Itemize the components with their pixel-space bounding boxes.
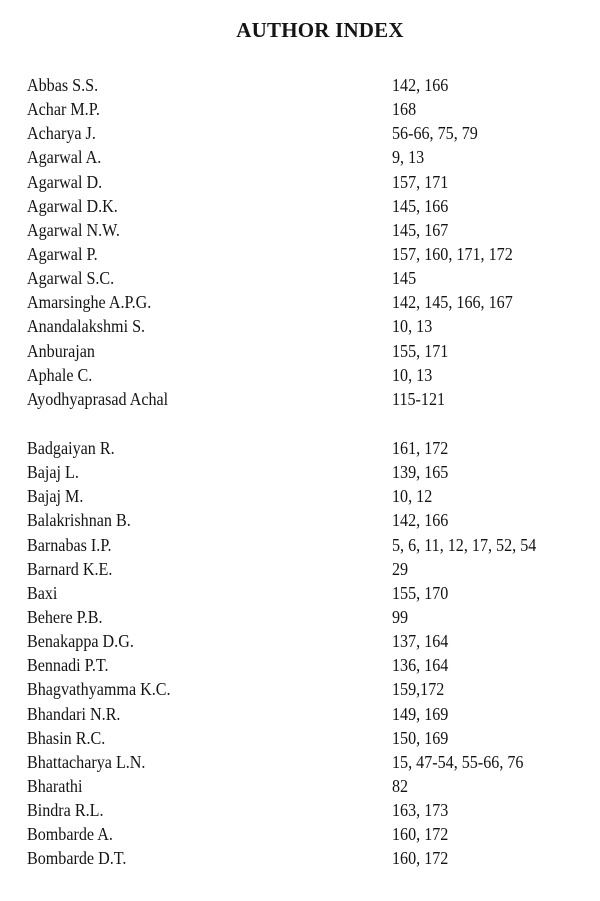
index-entry bbox=[0, 363, 600, 387]
page-numbers: 15, 47-54, 55-66, 76 bbox=[392, 751, 524, 772]
index-entry bbox=[0, 73, 600, 97]
author-name: Ayodhyaprasad Achal bbox=[27, 388, 169, 409]
author-name: Bharathi bbox=[27, 775, 83, 796]
page-numbers: 142, 166 bbox=[392, 510, 449, 531]
page-numbers: 56-66, 75, 79 bbox=[392, 123, 478, 144]
page-numbers: 145, 167 bbox=[392, 219, 449, 240]
page-numbers: 159,172 bbox=[392, 679, 445, 700]
index-entry bbox=[0, 436, 600, 460]
index-entry bbox=[0, 339, 600, 363]
author-name: Agarwal N.W. bbox=[27, 219, 120, 240]
page-numbers: 82 bbox=[392, 775, 409, 796]
author-name: Achar M.P. bbox=[27, 99, 100, 120]
index-entry bbox=[0, 557, 600, 581]
page-numbers: 160, 172 bbox=[392, 848, 449, 869]
index-entry bbox=[0, 242, 600, 266]
author-name: Baxi bbox=[27, 582, 58, 603]
page-numbers: 155, 171 bbox=[392, 340, 449, 361]
page-numbers: 9, 13 bbox=[392, 147, 425, 168]
author-name: Agarwal A. bbox=[27, 147, 102, 168]
index-entry bbox=[0, 702, 600, 726]
page-title: AUTHOR INDEX bbox=[236, 18, 404, 42]
author-name: Agarwal D.K. bbox=[27, 195, 118, 216]
page-numbers: 155, 170 bbox=[392, 582, 449, 603]
index-entry bbox=[0, 750, 600, 774]
author-name: Behere P.B. bbox=[27, 606, 103, 627]
index-entry bbox=[0, 145, 600, 169]
author-name: Balakrishnan B. bbox=[27, 510, 131, 531]
author-name: Benakappa D.G. bbox=[27, 631, 134, 652]
author-name: Bombarde A. bbox=[27, 824, 113, 845]
author-name: Agarwal D. bbox=[27, 171, 103, 192]
page-numbers: 136, 164 bbox=[392, 655, 449, 676]
index-entry bbox=[0, 774, 600, 798]
page-numbers: 150, 169 bbox=[392, 727, 449, 748]
index-entry bbox=[0, 629, 600, 653]
page-numbers: 160, 172 bbox=[392, 824, 449, 845]
author-name: Abbas S.S. bbox=[27, 75, 99, 95]
page-numbers: 163, 173 bbox=[392, 800, 449, 821]
author-name: Bhagvathyamma K.C. bbox=[27, 679, 171, 700]
page-numbers: 157, 160, 171, 172 bbox=[392, 243, 513, 264]
page-numbers: 10, 13 bbox=[392, 316, 433, 337]
index-entry bbox=[0, 194, 600, 218]
page-numbers: 145, 166 bbox=[392, 195, 449, 216]
index-entry bbox=[0, 798, 600, 822]
index-entry bbox=[0, 97, 600, 121]
author-name: Barnabas I.P. bbox=[27, 534, 112, 555]
index-entry bbox=[0, 266, 600, 290]
author-name: Barnard K.E. bbox=[27, 558, 113, 579]
page-numbers: 161, 172 bbox=[392, 438, 449, 458]
page-numbers: 149, 169 bbox=[392, 703, 449, 724]
index-group-b bbox=[0, 436, 600, 871]
index-entry bbox=[0, 314, 600, 338]
author-name: Aphale C. bbox=[27, 364, 93, 385]
index-entry bbox=[0, 581, 600, 605]
author-name: Anburajan bbox=[27, 340, 95, 361]
author-name: Amarsinghe A.P.G. bbox=[27, 292, 152, 313]
page-numbers: 142, 145, 166, 167 bbox=[392, 292, 513, 313]
index-entry bbox=[0, 508, 600, 532]
author-name: Bajaj L. bbox=[27, 462, 79, 483]
index-entry bbox=[0, 290, 600, 314]
index-entry bbox=[0, 170, 600, 194]
index-entry bbox=[0, 387, 600, 411]
index-entry bbox=[0, 533, 600, 557]
page-numbers: 10, 12 bbox=[392, 486, 433, 507]
author-name: Bhasin R.C. bbox=[27, 727, 106, 748]
page-numbers: 142, 166 bbox=[392, 75, 449, 95]
author-name: Bhattacharya L.N. bbox=[27, 751, 146, 772]
index-entry bbox=[0, 460, 600, 484]
author-name: Bajaj M. bbox=[27, 486, 84, 507]
page-numbers: 29 bbox=[392, 558, 409, 579]
author-name: Acharya J. bbox=[27, 123, 96, 144]
author-name: Badgaiyan R. bbox=[27, 438, 115, 458]
index-entry bbox=[0, 484, 600, 508]
index-entry bbox=[0, 846, 600, 870]
page-numbers: 137, 164 bbox=[392, 631, 449, 652]
author-name: Bindra R.L. bbox=[27, 800, 104, 821]
author-name: Bombarde D.T. bbox=[27, 848, 127, 869]
author-name: Bennadi P.T. bbox=[27, 655, 109, 676]
page-numbers: 115-121 bbox=[392, 388, 446, 409]
author-name: Bhandari N.R. bbox=[27, 703, 121, 724]
author-name: Anandalakshmi S. bbox=[27, 316, 146, 337]
page-numbers: 145 bbox=[392, 268, 417, 289]
index-entry bbox=[0, 822, 600, 846]
index-group-a bbox=[0, 73, 600, 411]
page-numbers: 157, 171 bbox=[392, 171, 449, 192]
index-entry bbox=[0, 218, 600, 242]
index-entry bbox=[0, 677, 600, 701]
index-entry bbox=[0, 605, 600, 629]
author-name: Agarwal P. bbox=[27, 243, 98, 264]
index-entry bbox=[0, 121, 600, 145]
page-numbers: 99 bbox=[392, 606, 409, 627]
page-numbers: 5, 6, 11, 12, 17, 52, 54 bbox=[392, 534, 537, 555]
page-numbers: 168 bbox=[392, 99, 417, 120]
author-name: Agarwal S.C. bbox=[27, 268, 115, 289]
index-entry bbox=[0, 653, 600, 677]
page-numbers: 139, 165 bbox=[392, 462, 449, 483]
page-numbers: 10, 13 bbox=[392, 364, 433, 385]
index-entry bbox=[0, 726, 600, 750]
